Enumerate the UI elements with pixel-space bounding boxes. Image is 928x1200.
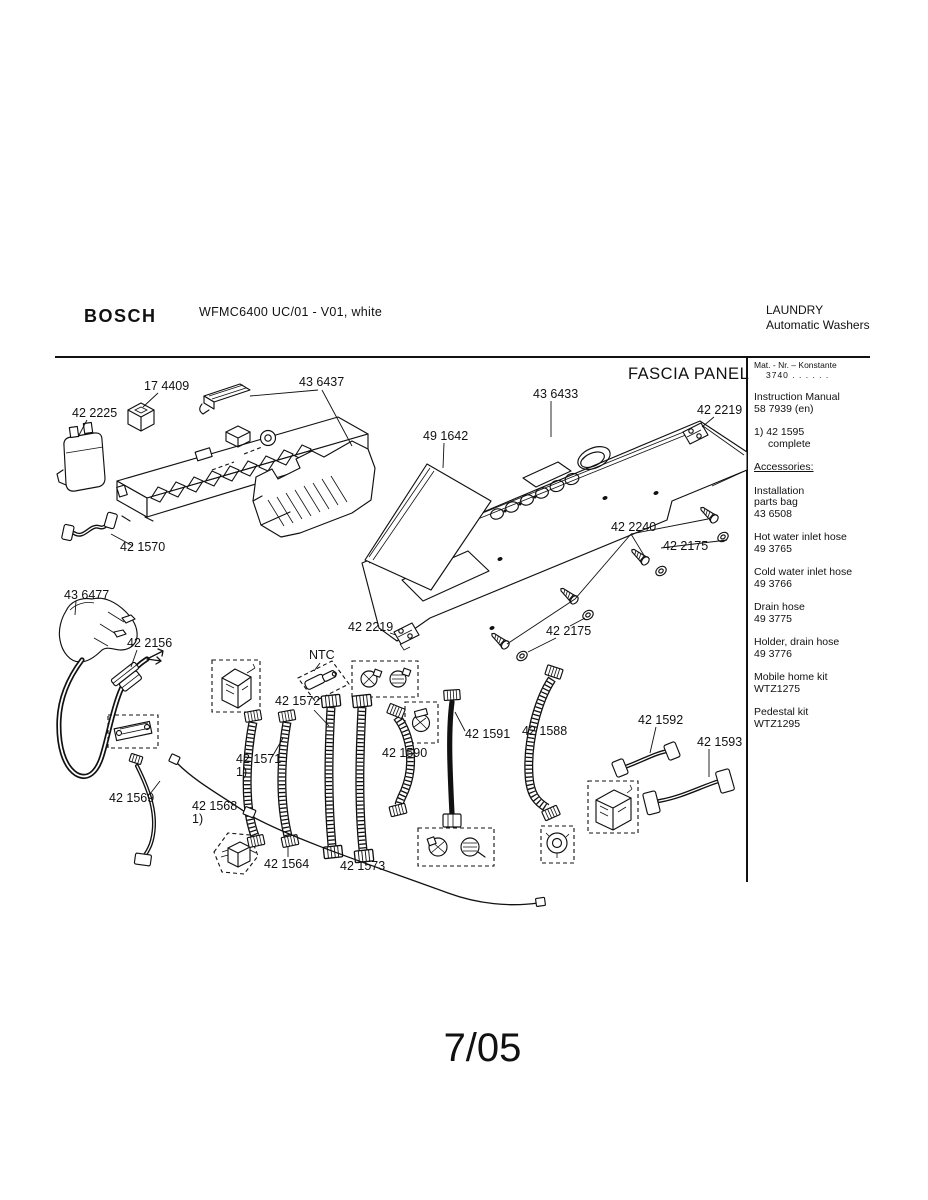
sidebar-entry: Holder, drain hose 49 3776 [754, 636, 840, 660]
sidebar-entry: Hot water inlet hose 49 3765 [754, 531, 847, 555]
ribbon-42-1588 [529, 665, 563, 821]
brand-logo: BOSCH [84, 306, 157, 326]
sidebar-entry: Installation parts bag 43 6508 [754, 484, 805, 520]
category-line2: Automatic Washers [766, 318, 870, 332]
sidebar-entry: Mobile home kit WTZ1275 [754, 671, 828, 695]
part-label: 42 1590 [382, 746, 428, 760]
part-label: 42 1573 [340, 859, 386, 873]
wire-42-1570 [61, 512, 117, 541]
konstante-line: 3740 . . . . . . [766, 369, 830, 380]
part-label: 42 1569 [109, 791, 155, 805]
part-label: 42 2219 [697, 403, 743, 417]
sidebar-entry: Instruction Manual 58 7939 (en) [754, 391, 840, 415]
ribbon-42-1590 [387, 703, 411, 816]
part-label: 42 1588 [522, 724, 568, 738]
plug-box-b [418, 828, 494, 866]
part-label: NTC [309, 648, 335, 662]
part-label: 42 1592 [638, 713, 684, 727]
cable-42-1591 [443, 689, 461, 827]
ribbon-42-1572 [321, 694, 343, 858]
part-label: 42 2175 [546, 624, 592, 638]
part-label: 43 6477 [64, 588, 110, 602]
sidebar-entry: 1) 42 1595 complete [754, 426, 811, 450]
power-cord-43-6477 [59, 598, 163, 776]
part-label: 42 1568 1) [192, 799, 238, 826]
ribbon-42-1573 [352, 694, 374, 862]
part-label: 42 2156 [127, 636, 173, 650]
cable-42-1593 [643, 768, 735, 815]
sidebar-entry: Pedestal kit WTZ1295 [754, 706, 809, 730]
part-label: 42 1564 [264, 857, 310, 871]
part-label: 42 2240 [611, 520, 657, 534]
switch-box-42-1592 [588, 781, 638, 833]
part-label: 42 1591 [465, 727, 511, 741]
model-number: WFMC6400 UC/01 - V01, white [199, 305, 383, 319]
part-label: 43 6433 [533, 387, 579, 401]
mat-nr-line: Mat. - Nr. – Konstante [754, 360, 837, 370]
part-label: 42 2225 [72, 406, 118, 420]
part-label: 43 6437 [299, 375, 345, 389]
connector-box [108, 715, 158, 748]
date-code: 7/05 [443, 1026, 522, 1070]
section-title: FASCIA PANEL [628, 365, 750, 383]
cable-42-1592 [611, 741, 680, 777]
part-label: 42 1571 1) [236, 752, 282, 779]
category-line1: LAUNDRY [766, 303, 824, 317]
ribbon-42-1564 [278, 710, 299, 848]
part-label: 42 1570 [120, 540, 166, 554]
control-module [117, 384, 375, 537]
fascia-panel-43-6433 [362, 421, 747, 641]
sidebar-entry: Accessories: [754, 461, 814, 473]
part-label: 17 4409 [144, 379, 190, 393]
relay-17-4409 [128, 403, 154, 431]
part-label: 42 1593 [697, 735, 743, 749]
part-label: 49 1642 [423, 429, 469, 443]
sidebar-entry: Cold water inlet hose 49 3766 [754, 566, 853, 590]
cable-42-1569 [129, 753, 154, 866]
part-label: 42 2175 [663, 539, 709, 553]
plug-box-a [352, 661, 418, 697]
part-label: 42 2219 [348, 620, 394, 634]
sidebar-entry: Drain hose 49 3775 [754, 601, 805, 625]
suppressor-42-2225 [57, 422, 105, 491]
round-part-box [541, 826, 574, 863]
switch-box-upper [212, 660, 260, 712]
part-label: 42 1572 [275, 694, 321, 708]
